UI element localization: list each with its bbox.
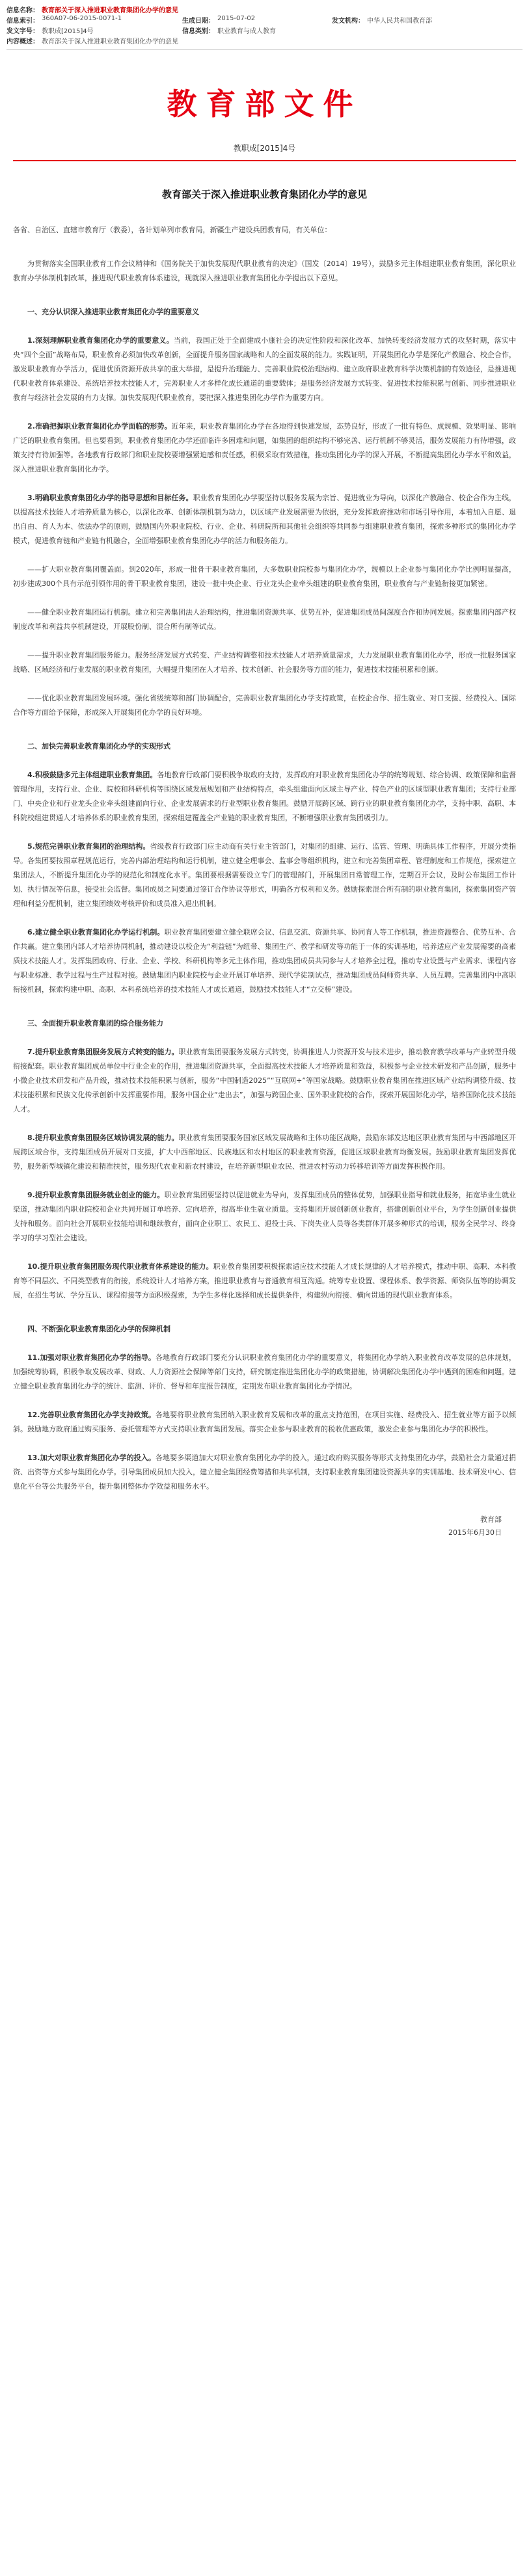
meta-row-3 (7, 25, 522, 35)
meta-date-label: 生成日期： (182, 17, 215, 25)
meta-code-value: 360A07-06-2015-0071-1 (42, 14, 122, 22)
paragraph-text: 省级教育行政部门应主动商有关行业主管部门，对集团的组建、运行、监管、管理、明确具体工作程序，开展分类指导。各集团要按照章程规范运行，完善内部治理结构和运行机制，建立健全理事会、监事会等组织机构，建立和完善集团章程、管理制度和工作规范，探索建立集团法人，不断提升集团化办学的规范化和制度化水平。集团要根据需要设立专门的管理部门，开展集团日常管理工作，定期召开会议，及时公布集团工作计划、执行情况等信息，接受社会监督。集团成员之间要通过签订合作协议等形式，明确各方权利和义务。鼓励探索混合所有制的职业教育集团，探索集团资产管理和利益分配机制，建立集团绩效考核评价和成员准入退出机制。 (13, 842, 516, 908)
meta-summary-value: 教育部关于深入推进职业教育集团化办学的意见 (42, 38, 178, 46)
signature-date: 2015年6月30日 (448, 1528, 502, 1537)
paragraph-lead: 12.完善职业教育集团化办学支持政策。 (27, 1411, 156, 1419)
body-paragraph (13, 605, 516, 634)
red-header-title: 教育部文件 (167, 86, 362, 122)
section-heading: 四、不断强化职业教育集团化办学的保障机制 (27, 1325, 170, 1333)
meta-issuer-value: 中华人民共和国教育部 (367, 17, 432, 25)
body-paragraph (13, 768, 516, 825)
body-paragraph (13, 1408, 516, 1437)
paragraph-text: ——健全职业教育集团运行机制。建立和完善集团法人治理结构，推进集团资源共享、优势互补，促进集团成员间深度合作和协同发展。探索集团内部产权制度改革和利益共享机制建设，开展股份制、混合所有制等试点。 (13, 608, 516, 631)
meta-issuer-label: 发文机构： (332, 17, 364, 25)
paragraph-text: 各地要多渠道加大对职业教育集团化办学的投入，通过政府购买服务等形式支持集团化办学，鼓励社会力量通过捐资、出资等方式参与集团化办学。引导集团成员加大投入，建立健全集团经费筹措和共享机制，支持职业教育集团建设资源共享的实训基地、技术研发中心、信息化平台等公共服务平台，提升集团整体办学效益和服务水平。 (13, 1454, 516, 1491)
paragraph-lead: 8.提升职业教育集团服务区域协调发展的能力。 (27, 1134, 179, 1142)
meta-docno-label: 发文字号： (7, 27, 39, 35)
paragraph-text: ——优化职业教育集团发展环境。强化省级统筹和部门协调配合，完善职业教育集团化办学支持政策，在校企合作、招生就业、对口支援、经费投入、国际合作等方面给予保障，形成深入开展集团化办学的良好环境。 (13, 694, 516, 717)
body-paragraph (13, 1260, 516, 1303)
meta-summary-label: 内容概述： (7, 38, 39, 46)
meta-row-1 (7, 4, 522, 14)
meta-category-label: 信息类别： (182, 27, 215, 35)
paragraph-lead: 1.深刻理解职业教育集团化办学的重要意义。 (27, 336, 174, 345)
article-title: 教育部关于深入推进职业教育集团化办学的意见 (161, 189, 367, 200)
body-paragraph (13, 491, 516, 548)
meta-row-4 (7, 35, 522, 46)
meta-date-value: 2015-07-02 (217, 14, 256, 22)
meta-index-label: 信息名称： (7, 7, 39, 14)
body-paragraph (13, 1351, 516, 1394)
paragraph-lead: 9.提升职业教育集团服务就业创业的能力。 (27, 1191, 165, 1199)
metadata-panel (0, 0, 529, 46)
paragraph-lead: 5.规范完善职业教育集团的治理结构。 (27, 842, 150, 851)
paragraph-lead: 4.积极鼓励多元主体组建职业教育集团。 (27, 771, 157, 779)
addressee: 各省、自治区、直辖市教育厅（教委），各计划单列市教育局，新疆生产建设兵团教育局，有关单位： (13, 226, 332, 234)
paragraph-lead: 7.提升职业教育集团服务发展方式转变的能力。 (27, 1048, 179, 1056)
paragraph-text: 职业教育集团要坚持以促进就业为导向，发挥集团成员的整体优势，加强职业指导和就业服务，拓宽毕业生就业渠道，推动集团内职业院校和企业共同开展订单培养、定向培养，提高毕业生就业质量。支持集团开展创新创业教育，搭建创新创业平台，为学生创新创业提供支持和服务。面向社会开展职业技能培训和继续教育，面向企业职工、农民工、退役士兵、下岗失业人员等各类群体开展多种形式的培训，服务全民学习、终身学习的学习型社会建设。 (13, 1191, 516, 1242)
paragraph-text: 各地要将职业教育集团纳入职业教育发展和改革的重点支持范围，在项目实施、经费投入、招生就业等方面予以倾斜。鼓励地方政府通过购买服务、委托管理等方式支持职业教育集团发展。落实企业参与职业教育的税收优惠政策，激发企业参与集团化办学的积极性。 (13, 1411, 516, 1433)
meta-index-value: 教育部关于深入推进职业教育集团化办学的意见 (42, 7, 178, 14)
body-paragraph (13, 1188, 516, 1245)
body-paragraph (13, 691, 516, 720)
body-paragraph (13, 925, 516, 997)
body-paragraph (13, 1451, 516, 1494)
paragraph-text: ——提升职业教育集团服务能力。服务经济发展方式转变、产业结构调整和技术技能人才培养质量需求，大力发展职业教育集团化办学，形成一批服务国家战略、区域经济和行业发展的职业教育集团，大幅提升集团在人才培养、技术创新、社会服务等方面的能力，促进技术技能积累和创新。 (13, 651, 516, 674)
body-paragraph (13, 1131, 516, 1174)
document-number: 教职成[2015]4号 (233, 144, 296, 153)
paragraph-lead: 10.提升职业教育集团服务现代职业教育体系建设的能力。 (27, 1262, 213, 1271)
paragraph-text: 职业教育集团要服务发展方式转变，协调推进人力资源开发与技术进步，推动教育教学改革与产业转型升级衔接配套。职业教育集团成员单位中行业企业的作用，推进集团资源共享，全面提高技术技能人才培养质量和效益，积极参与企业技术研发和产品创新，服务中小微企业技术研发和产品升级，推动技术技能积累与创新，服务“中国制造2025”“互联网+”等国家战略。鼓励职业教育集团在推进区域产业结构调整升级、技术技能积累和民族文化传承创新中发挥重要作用，服务中国企业“走出去”，加强与跨国企业、国外职业院校的合作，探索开展国际化办学，培养国际化技术技能人才。 (13, 1048, 516, 1113)
paragraph-text: ——扩大职业教育集团覆盖面。到2020年，形成一批骨干职业教育集团，大多数职业院校参与集团化办学，规模以上企业参与集团化办学比例明显提高，初步建成300个具有示范引领作用的骨干职业教育集团，建设一批中央企业、行业龙头企业牵头组建的职业教育集团，职业教育与产业链衔接更加紧密。 (13, 565, 516, 588)
section-heading: 二、加快完善职业教育集团化办学的实现形式 (27, 742, 170, 750)
paragraph-text: 职业教育集团要积极探索适应技术技能人才成长规律的人才培养模式，推动中职、高职、本科教育等不同层次、不同类型教育的衔接，系统设计人才培养方案，推进职业教育与普通教育相互沟通。统筹专业设置、课程体系、教学资源、师资队伍等的协调发展，在招生考试、学分互认、课程衔接等方面积极探索，为学生多样化选择和成长提供条件，构建纵向衔接、横向贯通的现代职业教育体系。 (13, 1262, 516, 1299)
red-divider-line (13, 160, 516, 161)
body-paragraph (13, 648, 516, 677)
meta-category-value: 职业教育与成人教育 (217, 27, 276, 35)
paragraph-text: 当前，我国正处于全面建成小康社会的决定性阶段和深化改革、加快转变经济发展方式的攻坚时期，落实中央“四个全面”战略布局，职业教育必须加快改革创新，全面提升服务国家战略和人的全面发展的能力。实践证明，开展集团化办学是深化产教融合、校企合作，激发职业教育办学活力，促进优质资源开放共享的重大举措，是提升治理能力、完善职业院校治理结构、建立政府职业教育科学决策机制的有效途径，是推进现代职业教育体系建设、系统培养技术技能人才，完善职业人才多样化成长通道的重要载体；是服务经济发展方式转变、促进技术技能积累与创新、同步推进职业教育与经济社会发展的有力支撑。加快发展现代职业教育，要把深入推进集团化办学作为重要方向。 (13, 336, 516, 402)
meta-docno-value: 教职成[2015]4号 (42, 27, 94, 35)
paragraph-text: 各地教育行政部门要积极争取政府支持，发挥政府对职业教育集团化办学的统筹规划、综合协调、政策保障和监督管理作用，支持行业、企业、院校和科研机构等围绕区域发展规划和产业结构特点，牵头组建面向区域主导产业、特色产业的区域型职业教育集团；支持行业部门、中央企业和行业龙头企业牵头组建面向行业、企业发展需求的行业型职业教育集团。鼓励开展跨区域、跨行业的职业教育集团化办学，支持中职、高职、本科院校组建贯通人才培养体系的职业教育集团，探索组建覆盖全产业链的职业教育集团，不断增强职业教育集团吸引力。 (13, 771, 516, 822)
intro-paragraph: 为贯彻落实全国职业教育工作会议精神和《国务院关于加快发展现代职业教育的决定》（国发〔2014〕19号），鼓励多元主体组建职业教育集团，深化职业教育办学体制机制改革，推进现代职业教育体系建设，现就深入推进职业教育集团化办学提出以下意见。 (13, 259, 516, 282)
meta-divider (7, 49, 522, 50)
paragraph-lead: 3.明确职业教育集团化办学的指导思想和目标任务。 (27, 494, 193, 502)
body-paragraph (13, 1045, 516, 1117)
paragraph-lead: 6.建立健全职业教育集团化办学运行机制。 (27, 928, 165, 936)
paragraph-text: 职业教育集团要服务国家区域发展战略和主体功能区战略，鼓励东部发达地区职业教育集团与中西部地区开展跨区域合作，支持集团成员开展对口支援，扩大中西部地区、民族地区和农村地区的职业教育资源，促进区域职业教育均衡发展。鼓励职业教育集团发挥优势，服务新型城镇化建设和精准扶贫，服务现代农业和新农村建设，在培养新型职业农民、推进农村劳动力转移培训等方面发挥积极作用。 (13, 1134, 516, 1171)
meta-code-label: 信息索引： (7, 17, 39, 25)
meta-row-2 (7, 14, 522, 25)
section-heading: 一、充分认识深入推进职业教育集团化办学的重要意义 (27, 308, 199, 316)
paragraph-text: 各地教育行政部门要充分认识职业教育集团化办学的重要意义，将集团化办学纳入职业教育改革发展的总体规划，加强统筹协调，积极争取发展改革、财政、人力资源社会保障等部门支持，研究制定推进集团化办学的政策措施，协调解决集团化办学中遇到的困难和问题。建立健全职业教育集团化办学的统计、监测、评价、督导和年度报告制度，定期发布职业教育集团化办学情况。 (13, 1353, 516, 1390)
paragraph-text: 近年来，职业教育集团化办学在各地得到快速发展，态势良好，形成了一批有特色、成规模、效果明显、影响广泛的职业教育集团。但也要看到，职业教育集团化办学还面临许多困难和问题，如集团的组织结构不够完善、运行机制不够灵活，服务发展能力有待增强，政策支持有待加强等。各地教育行政部门和职业院校要增强紧迫感和责任感，积极采取有效措施，推动集团化办学的深入开展，不断提高集团化办学水平和效益，深入推进职业教育集团化办学。 (13, 422, 516, 473)
paragraph-text: 职业教育集团要建立健全联席会议、信息交流、资源共享、协同育人等工作机制，推进资源整合、优势互补、合作共赢。建立集团内部人才培养协同机制，推动建设以校企为“利益链”为纽带、集团生产、教学和研发等功能于一体的实训基地，培养适应产业发展需要的高素质技术技能人才。发挥集团政府、行业、企业、学校、科研机构等多元主体作用，推动集团成员共同参与人才培养全过程，推动专业设置与产业需求、课程内容与职业标准、教学过程与生产过程对接。鼓励集团内职业院校与企业开展订单培养、现代学徒制试点，推动集团成员间师资共享、人员互聘。完善集团内中高职衔接机制，探索构建中职、高职、本科系统培养的技术技能人才成长通道，鼓励技术技能人才“立交桥”建设。 (13, 928, 516, 994)
sections-container (13, 305, 516, 1494)
paragraph-lead: 13.加大对职业教育集团化办学的投入。 (27, 1454, 156, 1462)
body-paragraph (13, 334, 516, 405)
body-paragraph (13, 563, 516, 591)
paragraph-lead: 2.准确把握职业教育集团化办学面临的形势。 (27, 422, 172, 431)
paragraph-text: 职业教育集团化办学要坚持以服务发展为宗旨、促进就业为导向，以深化产教融合、校企合作为主线，以提高技术技能人才培养质量为核心，以深化改革、创新体制机制为动力，以区域产业发展需要为依据，充分发挥政府推动和市场引导作用，本着加入自愿、退出自由、育人为本、依法办学的原则，鼓励国内外职业院校、行业、企业、科研院所和其他社会组织等共同参与组建职业教育集团，探索多种形式的集团化办学模式，促进教育链和产业链有机融合，全面增强职业教育集团化办学的活力和服务能力。 (13, 494, 516, 545)
paragraph-lead: 11.加强对职业教育集团化办学的指导。 (27, 1353, 156, 1362)
article-body (0, 187, 529, 1539)
signature-org: 教育部 (480, 1515, 502, 1524)
body-paragraph (13, 419, 516, 477)
body-paragraph (13, 840, 516, 911)
section-heading: 三、全面提升职业教育集团的综合服务能力 (27, 1019, 163, 1028)
